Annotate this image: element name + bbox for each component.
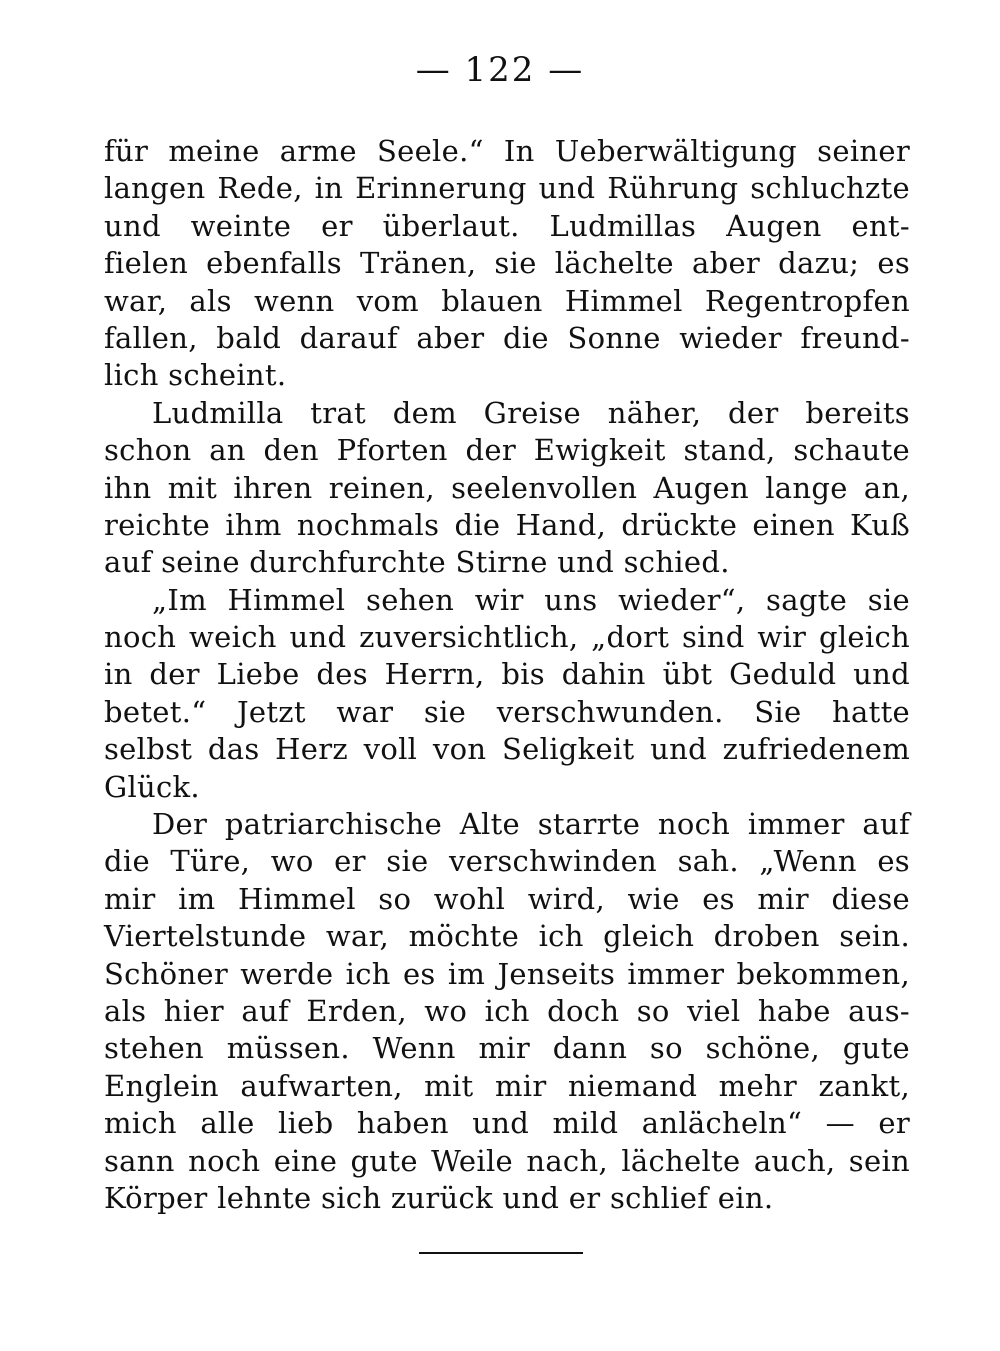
text-line: betet.“ Jetzt war sie verschwunden. Sie hatte bbox=[104, 694, 910, 729]
text-line: fallen, bald darauf aber die Sonne wieder freund- bbox=[104, 320, 910, 355]
end-of-chapter-rule bbox=[419, 1252, 583, 1254]
text-line: in der Liebe des Herrn, bis dahin übt Geduld und bbox=[104, 657, 910, 692]
text-line: noch weich und zuversichtlich, „dort sind wir gleich bbox=[104, 620, 910, 655]
text-line: schon an den Pforten der Ewigkeit stand, schaute bbox=[104, 433, 910, 468]
text-line: mir im Himmel so wohl wird, wie es mir diese bbox=[104, 881, 910, 916]
text-line: als hier auf Erden, wo ich doch so viel habe aus- bbox=[104, 993, 910, 1028]
text-line: und weinte er überlaut. Ludmillas Augen ent- bbox=[104, 208, 910, 243]
text-line: Englein aufwarten, mit mir niemand mehr zankt, bbox=[104, 1068, 910, 1103]
paragraph-start-line: Der patriarchische Alte starrte noch immer auf bbox=[152, 807, 910, 842]
text-line: ihn mit ihren reinen, seelenvollen Augen lange an, bbox=[104, 470, 910, 505]
text-line: fielen ebenfalls Tränen, sie lächelte aber dazu; es bbox=[104, 246, 910, 281]
text-line: Viertelstunde war, möchte ich gleich droben sein. bbox=[104, 919, 910, 954]
text-line: Schöner werde ich es im Jenseits immer bekommen, bbox=[104, 956, 910, 991]
page-number: — 122 — bbox=[415, 50, 585, 90]
paragraph-start-line: „Im Himmel sehen wir uns wieder“, sagte sie bbox=[152, 582, 910, 617]
paragraph-start-line: Ludmilla trat dem Greise näher, der bereits bbox=[152, 395, 910, 430]
text-line: selbst das Herz voll von Seligkeit und zufriedenem bbox=[104, 732, 910, 767]
text-line: Glück. bbox=[104, 769, 200, 804]
text-line: sann noch eine gute Weile nach, lächelte auch, sein bbox=[104, 1143, 910, 1178]
text-line: die Türe, wo er sie verschwinden sah. „Wenn es bbox=[104, 844, 910, 879]
text-line: auf seine durchfurchte Stirne und schied. bbox=[104, 545, 730, 580]
text-line: für meine arme Seele.“ In Ueberwältigung seiner bbox=[104, 134, 910, 168]
text-line: war, als wenn vom blauen Himmel Regentropfen bbox=[104, 283, 910, 318]
text-line: langen Rede, in Erinnerung und Rührung schluchzte bbox=[104, 171, 910, 206]
text-line: reichte ihm nochmals die Hand, drückte einen Kuß bbox=[104, 507, 910, 542]
body-text bbox=[104, 133, 910, 1217]
text-line: lich scheint. bbox=[104, 358, 287, 393]
text-line: stehen müssen. Wenn mir dann so schöne, gute bbox=[104, 1031, 910, 1066]
text-line: mich alle lieb haben und mild anlächeln“ — er bbox=[104, 1106, 910, 1141]
text-line: Körper lehnte sich zurück und er schlief ein. bbox=[104, 1180, 774, 1215]
